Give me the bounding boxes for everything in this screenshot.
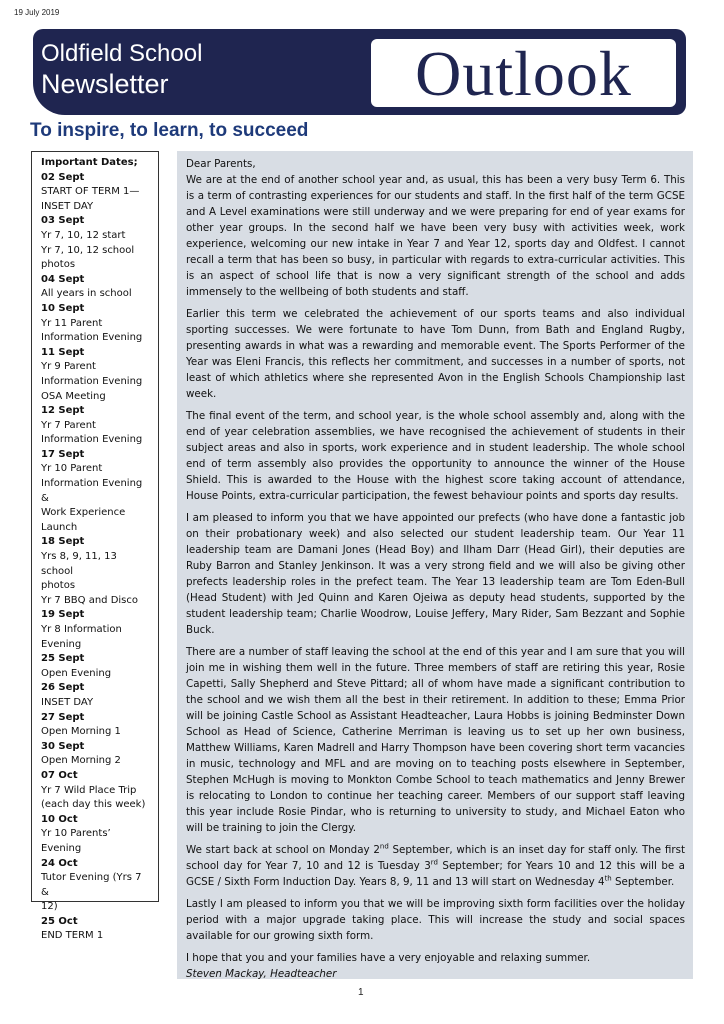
important-dates-list [41, 171, 152, 944]
event-line: 12) [41, 901, 58, 913]
event-line: Information Evening [41, 434, 143, 446]
event-line: Yr 10 Parent [41, 463, 103, 475]
text-run: We start back at school on Monday 2 [186, 844, 380, 856]
event-line: Yr 7, 10, 12 school [41, 244, 135, 256]
event-line: Yr 7 Parent [41, 419, 96, 431]
date-label: 11 Sept [41, 346, 85, 358]
event-line: Open Morning 2 [41, 755, 121, 767]
event-line: Information Evening [41, 332, 143, 344]
event-line: INSET DAY [41, 200, 94, 212]
event-line: (each day this week) [41, 799, 146, 811]
date-label: 30 Sept [41, 740, 85, 752]
issue-date: 19 July 2019 [14, 8, 60, 17]
page-number: 1 [358, 987, 364, 998]
event-line: Yr 8 Information [41, 624, 122, 635]
event-line: Information Evening [41, 375, 143, 387]
date-label: 10 Oct [41, 813, 78, 825]
masthead-title: Outlook [415, 38, 632, 109]
event-line: Evening [41, 638, 82, 650]
letter-paragraph: The final event of the term, and school year, is the whole school assembly and, along with the end of year celebration assemblies, we have recognised the achievement of students in their subject areas and also in sports, work experience and in student leadership. The whole school end of term assembly also provides the opportunity to announce the winner of the House Shield. This is awarded to the House with the highest score taking account of attendance, House Points, extra-curricular participation, the fewest behaviour points and sports day results. [186, 410, 685, 502]
school-name-line1: Oldfield School [41, 40, 203, 67]
date-label: 27 Sept [41, 711, 85, 723]
event-line: INSET DAY [41, 696, 94, 708]
event-line: Yrs 8, 9, 11, 13 school [41, 551, 117, 577]
event-line: Yr 9 Parent [41, 361, 96, 373]
event-line: END TERM 1 [41, 930, 104, 942]
event-line: photos [41, 580, 76, 592]
date-label: 04 Sept [41, 273, 85, 285]
date-label: 07 Oct [41, 769, 78, 781]
date-label: 17 Sept [41, 448, 85, 460]
important-dates-heading: Important Dates; [41, 157, 138, 168]
date-label: 03 Sept [41, 215, 85, 227]
ordinal-suffix: nd [379, 842, 389, 851]
date-label: 19 Sept [41, 609, 85, 621]
date-label: 26 Sept [41, 682, 85, 694]
letter-paragraph: There are a number of staff leaving the school at the end of this year and I am sure that you will join me in wishing them well in the future. Three members of staff are retiring this year, Rosie Capetti, Sally Shepherd and Steve Pittard; all of whom have made a significant contribution to the school and we wish them all the best in their retirement. In addition to these; Emma Prior will be joining Castle School as Assistant Headteacher, Laura Hobbs is joining Bedminster Down School as Head of Science, Catherine Merriman is leaving us to set up her own business, Matthew Williams, Karen Madrell and Harry Thompson have been covering short term vacancies in music, technology and MFL and are moving on to teaching posts elsewhere in September, Stephen McHugh is moving to Monkton Combe School to teach mathematics and Jenny Brewer is relocating to London to continue her teaching career. Members of our support staff leaving this year include Rosie Pindar, who is returning to university to study, and Michael Eaton who will be training to join the Clergy. [186, 646, 685, 834]
event-line: Yr 7 BBQ and Disco [41, 594, 139, 606]
event-line: Information Evening & [41, 478, 143, 504]
letter-paragraph: Lastly I am pleased to inform you that we will be improving sixth form facilities over the holiday period with a major upgrade taking place. This will increase the study and social spaces available for our growing sixth form. [186, 898, 685, 942]
event-line: Yr 7 Wild Place Trip [41, 784, 137, 796]
letter-closing: I hope that you and your families have a very enjoyable and relaxing summer. [186, 952, 591, 964]
date-label: 18 Sept [41, 536, 85, 548]
date-label: 12 Sept [41, 405, 85, 417]
school-name [41, 39, 202, 99]
ordinal-suffix: th [604, 874, 612, 883]
event-line: Work Experience [41, 507, 126, 519]
event-line: Open Evening [41, 667, 112, 679]
event-line: Yr 7, 10, 12 start [41, 229, 126, 241]
event-line: All years in school [41, 288, 132, 300]
school-name-line2: Newsletter [41, 69, 169, 99]
event-line: Launch [41, 521, 78, 533]
school-motto: To inspire, to learn, to succeed [30, 120, 309, 141]
letter-paragraph: I am pleased to inform you that we have appointed our prefects (who have done a fantastic job on their probationary week) and also selected our student leadership team. Our Year 11 leadership team are Damani Jones (Head Boy) and Ilham Darr (Head Girl), their deputies are Ruby Barron and Stanley Jenkinson. It was a very strong field and we will also be giving other prefects leadership roles in the prefect team. The Year 13 leadership team are Tom Eden-Bull (Head Student) with Jed Quinn and Karen Ojeiwa as deputy head students, supported by the student leadership team; Charlie Woodrow, Louise Jeffery, Mary Rider, Sam Bezzant and Sophie Buck. [186, 512, 685, 636]
letter-paragraph-term-dates [186, 842, 685, 890]
date-label: 25 Sept [41, 653, 85, 665]
event-line: Yr 11 Parent [41, 317, 103, 329]
text-run: September, which is an inset day for staff only. The first school day for Year 7, 10 and 12 is Tuesday 3 [186, 844, 685, 872]
event-line: Yr 10 Parents’ Evening [41, 828, 111, 854]
date-label: 24 Oct [41, 857, 78, 869]
event-line: photos [41, 259, 76, 271]
date-label: 02 Sept [41, 171, 85, 183]
event-line: OSA Meeting [41, 390, 106, 402]
masthead-panel [371, 39, 676, 107]
important-dates-box [31, 151, 159, 942]
letter-paragraph: Earlier this term we celebrated the achievement of our sports teams and also individual sporting successes. We were fortunate to have Tom Dunn, from Bath and England Rugby, presenting awards in what was a rewarding and memorable event. The Sports Performer of the Year was Eleni Francis, this reflects her commitment, and successes in a number of sports, not least of which athletics where she represented Avon in the English Schools Championship last week. [186, 308, 685, 400]
letter-paragraph: We are at the end of another school year and, as usual, this has been a very busy Term 6. This is a term of contrasting experiences for our students and staff. In the first half of the term GCSE and A Level examinations were still underway and we were preparing for end of year exams for other year groups. In the second half we have been very busy with activities week, work experience, welcoming our new intake in Year 7 and Year 12, sports day and Oldfest. I cannot recall a term that has been so busy, in particular with regards to extra-curricular activities. This is an aspect of school life that is now a very significant strength of the school and adds immensely to the wellbeing of both students and staff. [186, 174, 685, 298]
date-label: 25 Oct [41, 915, 78, 927]
ordinal-suffix: rd [430, 858, 438, 867]
event-line: Tutor Evening (Yrs 7 & [41, 872, 142, 898]
text-run: September. [611, 876, 675, 888]
event-line: START OF TERM 1— [41, 186, 140, 198]
letter-greeting: Dear Parents, [186, 158, 256, 170]
newsletter-banner [33, 29, 686, 115]
date-label: 10 Sept [41, 302, 85, 314]
headteacher-letter [177, 151, 693, 979]
event-line: Open Morning 1 [41, 726, 121, 738]
text-run: September; for Years 10 and 12 this will be a GCSE / Sixth Form Induction Day. Years 8, 9, 11 and 13 will start on Wednesday 4 [186, 860, 685, 888]
letter-signature: Steven Mackay, Headteacher [186, 968, 337, 980]
